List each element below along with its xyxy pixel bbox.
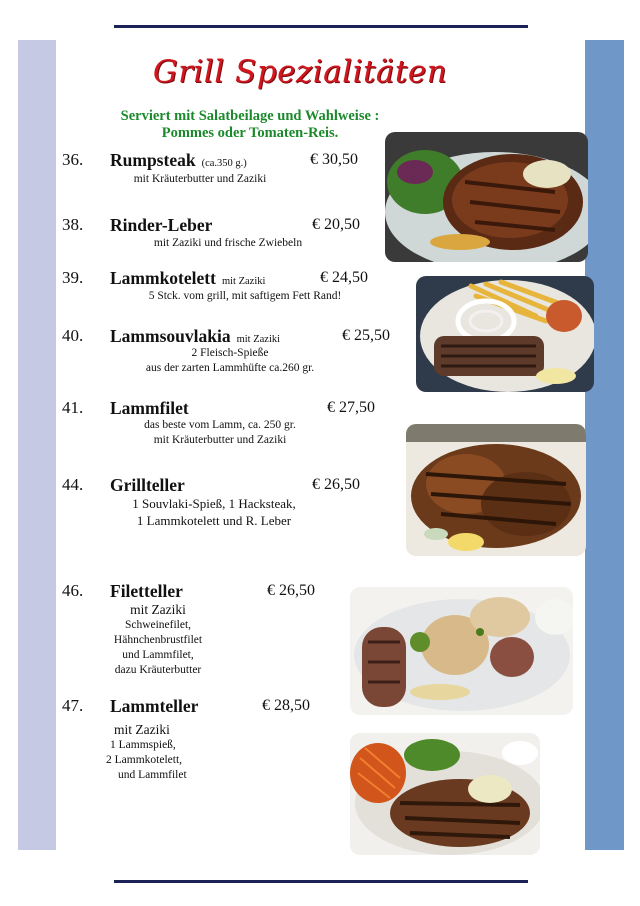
left-decor-band (18, 40, 56, 850)
item-number: 38. (62, 215, 84, 234)
item-name-text: Lammsouvlakia (110, 326, 231, 346)
item-price: € 27,50 (327, 399, 375, 416)
item-name-text: Lammteller (110, 696, 199, 716)
desc-line: mit Kräuterbutter und Zaziki (133, 173, 267, 185)
item-number: 44. (62, 475, 84, 494)
item-name (110, 475, 185, 496)
desc-line: 1 Lammspieß, (110, 739, 176, 751)
item-price: € 26,50 (312, 476, 360, 493)
item-desc (120, 289, 370, 304)
item-desc (128, 236, 328, 251)
rumpsteak-photo (385, 132, 588, 262)
item-number: 46. (62, 581, 84, 600)
item-number: 39. (62, 268, 84, 287)
grill-plate-photo (406, 424, 586, 556)
desc-line: 1 Lammkotelett und R. Leber (136, 513, 292, 528)
item-name (110, 268, 265, 289)
desc-line: dazu Kräuterbutter (114, 664, 202, 676)
item-name (110, 696, 198, 717)
item-number: 47. (62, 696, 84, 715)
fillet-plate-photo (350, 587, 573, 715)
menu-title: Grill Spezialitäten (152, 54, 448, 90)
item-desc (120, 418, 320, 448)
item-name (110, 150, 247, 171)
lamb-plate-photo (350, 733, 540, 855)
desc-line: 2 Fleisch-Spieße (191, 347, 269, 359)
lamb-chops-photo (416, 276, 594, 392)
desc-line: Hähnchenbrustfilet (113, 634, 203, 646)
top-divider (114, 25, 528, 28)
item-price: € 28,50 (262, 697, 310, 714)
item-note: (ca.350 g.) (201, 158, 247, 169)
item-note: mit Zaziki (221, 276, 266, 287)
desc-line: mit Zaziki und frische Zwiebeln (153, 237, 303, 249)
desc-line: mit Kräuterbutter und Zaziki (153, 434, 287, 446)
item-number: 36. (62, 150, 84, 169)
item-note: mit Zaziki (236, 334, 281, 345)
item-name-text: Rinder-Leber (110, 215, 213, 235)
desc-line: 2 Lammkotelett, (106, 754, 183, 766)
item-price: € 26,50 (267, 582, 315, 599)
desc-line: aus der zarten Lammhüfte ca.260 gr. (145, 362, 315, 374)
desc-line: mit Zaziki (114, 722, 170, 737)
item-name (110, 215, 212, 236)
desc-line: 1 Souvlaki-Spieß, 1 Hacksteak, (132, 496, 296, 511)
subtitle-line-1: Serviert mit Salatbeilage und Wahlweise : (120, 108, 380, 124)
item-price: € 25,50 (342, 327, 390, 344)
item-desc (110, 172, 290, 187)
item-name-text: Filetteller (110, 581, 183, 601)
item-name (110, 326, 280, 347)
item-desc (98, 601, 218, 678)
item-price: € 20,50 (312, 216, 360, 233)
desc-line: mit Zaziki (130, 602, 186, 617)
item-name-text: Lammfilet (110, 398, 189, 418)
desc-line: Schweinefilet, (124, 619, 192, 631)
menu-subtitle (95, 108, 405, 142)
right-decor-band (585, 40, 624, 850)
item-name-text: Rumpsteak (110, 150, 196, 170)
item-number: 41. (62, 398, 84, 417)
item-price: € 24,50 (320, 269, 368, 286)
item-price: € 30,50 (310, 151, 358, 168)
bottom-divider (114, 880, 528, 883)
item-name (110, 398, 189, 419)
item-number: 40. (62, 326, 84, 345)
desc-line: und Lammfilet, (122, 649, 194, 661)
item-desc (106, 721, 246, 783)
subtitle-line-2: Pommes oder Tomaten-Reis. (161, 125, 339, 141)
item-name (110, 581, 183, 602)
item-name-text: Grillteller (110, 475, 185, 495)
item-desc (125, 346, 335, 376)
item-name-text: Lammkotelett (110, 268, 216, 288)
item-desc (104, 495, 324, 529)
desc-line: 5 Stck. vom grill, mit saftigem Fett Rand! (148, 290, 342, 302)
desc-line: das beste vom Lamm, ca. 250 gr. (144, 419, 296, 431)
desc-line: und Lammfilet (118, 769, 187, 781)
